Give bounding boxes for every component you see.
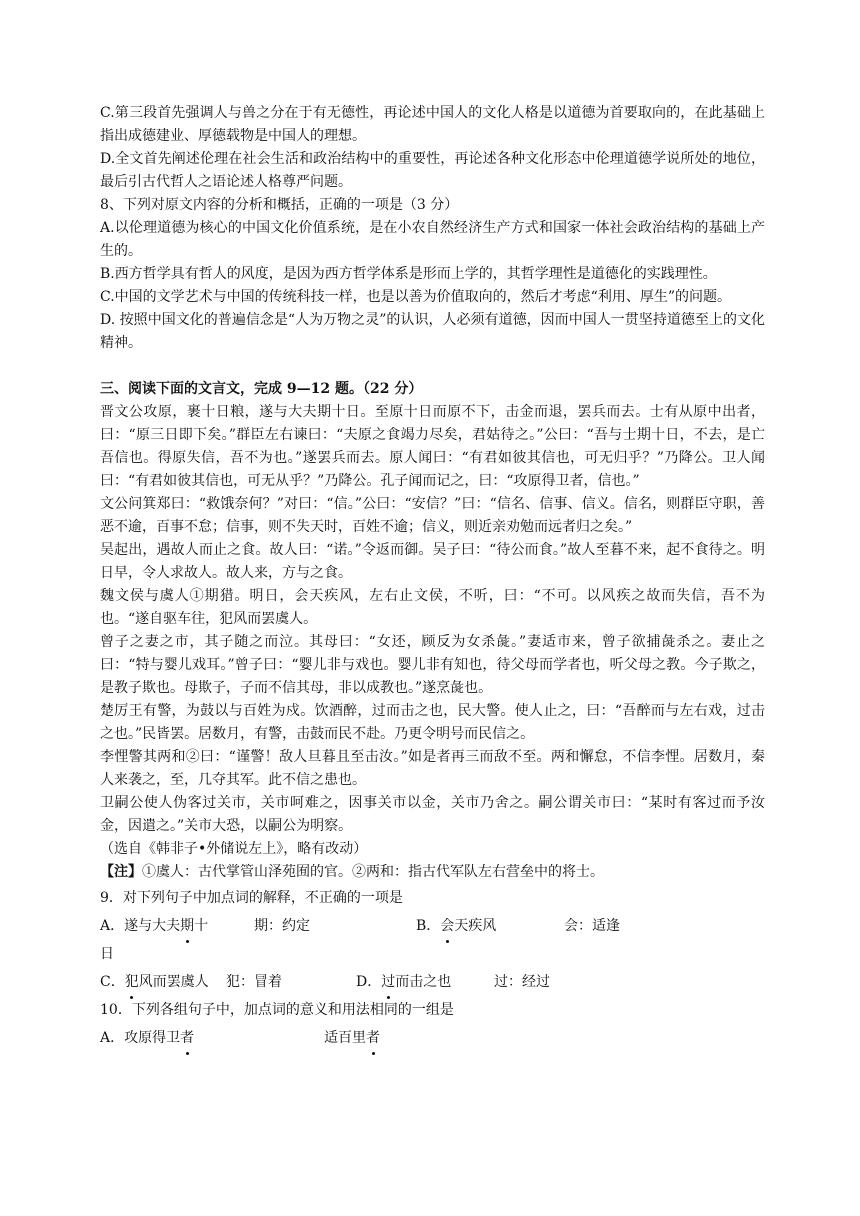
q9-option-a-explanation: 期：约定 [254, 918, 310, 934]
exam-page [100, 102, 765, 1052]
question-9-options-row-2 [100, 968, 765, 996]
blank-line [100, 355, 765, 378]
q9-option-b: B．会天疾风 [416, 912, 520, 968]
passage-paragraph-7: 李悝警其两和②曰：“谨警！敌人旦暮且至击汝。”如是者再三而敌不至。两和懈怠，不信李悝。居数月，秦人来袭之，至，几夺其军。此不信之患也。 [100, 749, 765, 788]
section-3-heading: 三、阅读下面的文言文，完成 9—12 题。（22 分） [100, 381, 423, 397]
question-8-option-c: C.中国的文学艺术与中国的传统科技一样，也是以善为价值取向的，然后才考虑“利用、厚生”的问题。 [100, 289, 731, 305]
question-9-stem: 9．对下列句子中加点词的解释，不正确的一项是 [100, 890, 403, 906]
question-9-options-row-1 [100, 912, 765, 968]
question-8-option-b: B.西方哲学具有哲人的风度，是因为西方哲学体系是形而上学的，其哲学理性是道德化的实践理性。 [100, 266, 717, 282]
passage-paragraph-1: 晋文公攻原，裹十日粮，遂与大夫期十日。至原十日而原不下，击金而退，罢兵而去。士有从原中出者，曰：“原三日即下矣。”群臣左右谏曰：“夫原之食竭力尽矣，君姑待之。”公曰：“吾与士期十日，不去，是亡吾信也。得原失信，吾不为也。”遂罢兵而去。原人闻曰：“有君如彼其信也，可无归乎？”乃降公。卫人闻曰：“有君如彼其信也，可无从乎？”乃降公。孔子闻而记之，曰：“攻原得卫者，信也。” [100, 404, 765, 489]
q9-option-b-explanation: 会：适逢 [564, 918, 620, 934]
passage-paragraph-2: 文公问箕郑曰：“救饿奈何？”对曰：“信。”公曰：“安信？”曰：“信名、信事、信义。信名，则群臣守职，善恶不逾，百事不怠；信事，则不失天时，百姓不逾；信义，则近亲劝勉而远者归之矣。” [100, 496, 765, 535]
passage-paragraph-8: 卫嗣公使人伪客过关市，关市呵难之，因事关市以金，关市乃舍之。嗣公谓关市曰：“某时有客过而予汝金，因遣之。”关市大恐，以嗣公为明察。 [100, 795, 765, 834]
q9-option-c: C．犯风而罢虞人 [100, 968, 226, 996]
q9-option-a: A．遂与大夫期十日 [100, 912, 214, 968]
passage-paragraph-5: 曾子之妻之市，其子随之而泣。其母曰：“女还，顾反为女杀彘。”妻适市来，曾子欲捕彘杀之。妻止之曰：“特与婴儿戏耳。”曾子曰：“婴儿非与戏也。婴儿非有知也，待父母而学者也，听父母之教。今子欺之，是教子欺也。母欺子，子而不信其母，非以成教也。”遂烹彘也。 [100, 634, 765, 696]
q9-option-d: D．过而击之也 [356, 968, 488, 996]
passage-source: （选自《韩非子•外储说左上》，略有改动） [100, 841, 368, 857]
question-8-option-a: A.以伦理道德为核心的中国文化价值系统，是在小农自然经济生产方式和国家一体社会政治结构的基础上产生的。 [100, 220, 765, 259]
question-8-stem: 8、下列对原文内容的分析和概括，正确的一项是（3 分） [100, 197, 459, 213]
option-c-summary: C.第三段首先强调人与兽之分在于有无德性，再论述中国人的文化人格是以道德为首要取向的，在此基础上指出成德建业、厚德载物是中国人的理想。 [100, 105, 765, 144]
question-10-option-a [100, 1024, 765, 1052]
passage-note [100, 861, 765, 884]
passage-paragraph-6: 楚厉王有警，为鼓以与百姓为戍。饮酒醉，过而击之也，民大警。使人止之，曰：“吾醉而与左右戏，过击之也。”民皆罢。居数月，有警，击鼓而民不赴。乃更令明号而民信之。 [100, 703, 765, 742]
note-label: 【注】 [100, 864, 142, 880]
option-d-summary: D.全文首先阐述伦理在社会生活和政治结构中的重要性，再论述各种文化形态中伦理道德学说所处的地位，最后引古代哲人之语论述人格尊严问题。 [100, 151, 765, 190]
q10-option-a-right: 适百里者 [324, 1024, 380, 1052]
note-text: ①虞人：古代掌管山泽苑囿的官。②两和：指古代军队左右营垒中的将士。 [142, 864, 604, 880]
question-10-stem: 10．下列各组句子中，加点词的意义和用法相同的一组是 [100, 1002, 454, 1018]
q9-option-c-explanation: 犯：冒着 [226, 974, 282, 990]
passage-paragraph-3: 吴起出，遇故人而止之食。故人曰：“诺。”令返而御。吴子曰：“待公而食。”故人至暮不来，起不食待之。明日早，令人求故人。故人来，方与之食。 [100, 542, 765, 581]
question-8-option-d: D. 按照中国文化的普遍信念是“人为万物之灵”的认识，人必须有道德，因而中国人一贯坚持道德至上的文化精神。 [100, 312, 765, 351]
passage-paragraph-4: 魏文侯与虞人①期猎。明日，会天疾风，左右止文侯，不听，曰：“不可。以风疾之故而失信，吾不为也。“遂自驱车往，犯风而罢虞人。 [100, 588, 765, 627]
q9-option-d-explanation: 过：经过 [494, 974, 550, 990]
q10-option-a-left: A．攻原得卫者 [100, 1024, 324, 1052]
